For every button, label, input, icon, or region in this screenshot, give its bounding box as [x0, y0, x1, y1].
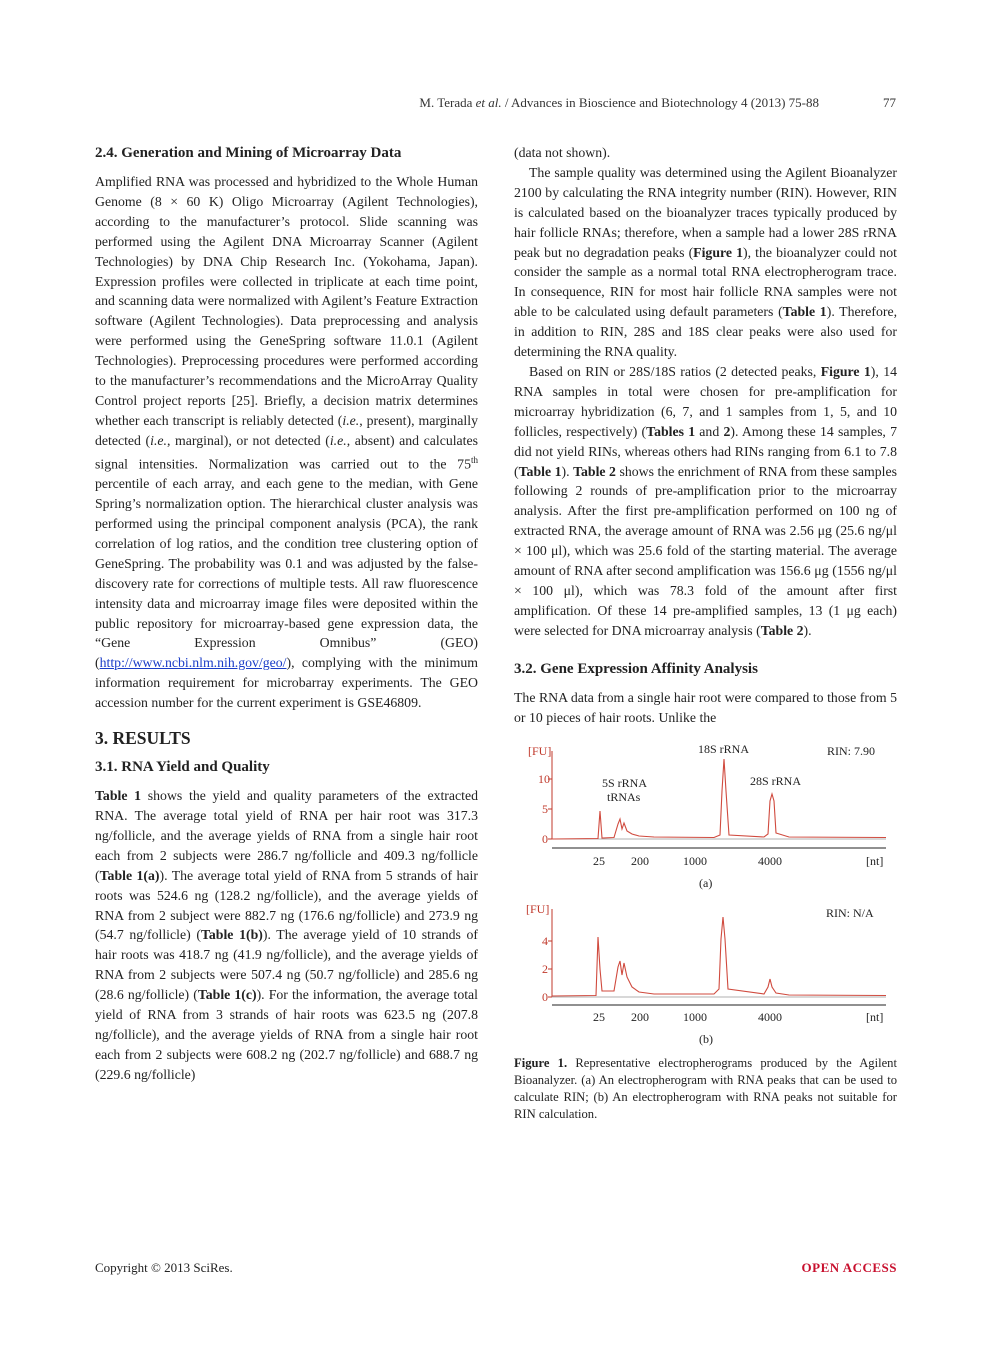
ytick-a-10: 10: [538, 772, 550, 787]
xtick-b-200: 200: [631, 1010, 649, 1025]
left-column: [95, 143, 478, 1085]
table-ref: Table 1(b): [200, 927, 263, 943]
header-authors: M. Terada: [419, 95, 476, 110]
panel-a-label: (a): [699, 876, 713, 891]
rin-a: RIN: 7.90: [827, 744, 875, 759]
label-28s: 28S rRNA: [750, 774, 802, 789]
caption-label: Figure 1.: [514, 1056, 568, 1071]
table-ref: Table 1: [95, 788, 142, 804]
section-heading-3-1: 3.1. RNA Yield and Quality: [95, 759, 270, 776]
page-number: 77: [883, 95, 896, 110]
text: The sample quality was determined using the Agilent Bioanalyzer 2100 by calculating the RNA integrity number (RIN). However, RIN is calculated based on the bioanalyzer traces typically produced by hair follicle RNAs; therefore, when a sample had a lower 28S rRNA peak but no degradation peaks (: [514, 164, 897, 260]
table-ref: Table 1: [518, 463, 562, 479]
text: ). Therefore, in addition to RIN, 28S and 18S clear peaks were also used for determining the RNA quality.: [514, 304, 898, 360]
table-ref: Table 1(a): [99, 867, 160, 883]
table-ref: Table 1(c): [197, 987, 257, 1003]
xunit-a: [nt]: [866, 854, 884, 869]
text: ), 14 RNA samples in total were chosen for pre-amplification for microarray hybridization (6, 7, and 1 samples from 1, 5, and 10 follicles, respectively) (: [514, 363, 897, 439]
xtick-a-1000: 1000: [683, 854, 707, 869]
figure-ref: Figure 1: [693, 244, 744, 260]
text: shows the yield and quality parameters of the extracted RNA. The average total yield of RNA per hair root was 317.3 ng/follicle, and the average yields of RNA from a single hair root each from 2 subjects were 286.7 ng/follicle and 409.3 ng/follicle (: [95, 788, 478, 883]
paragraph-affinity: The RNA data from a single hair root were compared to those from 5 or 10 pieces of hair roots. Unlike the: [514, 689, 897, 725]
text: percentile of each array, and each gene to the median, with Gene Spring’s normalization option. The hierarchical cluster analysis was performed using the principal component analysis (PCA), the rank correlation of log ratios, and the condition tree clustering option of GeneSpring. The probability was 0.1 and was adjusted by the false-discovery rate for corrections of multiple tests. All raw fluorescence intensity data and microarray image files were deposited within the public repository for microarray-based gene expression data, the “Gene Expression Omnibus” (GEO) (: [95, 476, 478, 671]
ie-italic: i.e.: [342, 412, 360, 428]
text: ), complying with the minimum information requirement for microbarray experiments. The GEO accession number for the current experiment is GSE46809.: [95, 655, 478, 711]
ie-italic: i.e.: [150, 432, 167, 448]
text: ), the bioanalyzer could not consider the sample as a normal total RNA electropherogram trace. In consequence, RIN for most hair follicle RNA samples were not able to be calculated using default parameters (: [514, 244, 897, 320]
text: ). For the information, the average total yield of RNA from 3 strands of hair roots was 623.5 ng (207.8 ng/follicle), and the average yields of RNA from a single hair root each from 2 subjects were 608.2 ng (202.7 ng/follicle) and 688.7 ng (229.6 ng/follicle): [95, 987, 479, 1082]
text: Based on RIN or 28S/18S ratios (2 detected peaks,: [529, 363, 821, 379]
text: ). Among these 14 samples, 7 did not yield RINs, whereas others had RINs ranging from 6.1 to 7.8 (: [514, 423, 897, 479]
text: , absent) and calculates signal intensities. Normalization was carried out to the 75: [95, 432, 479, 472]
ytick-a-0: 0: [542, 832, 548, 847]
running-header: [419, 95, 896, 111]
electropherogram-figure: [514, 739, 897, 1049]
xtick-b-4000: 4000: [758, 1010, 782, 1025]
xtick-b-1000: 1000: [683, 1010, 707, 1025]
trace-b: [552, 917, 886, 996]
fu-label-a: [FU]: [528, 744, 552, 759]
figure-1: [514, 739, 897, 1123]
text: ). The average yield of 10 strands of hair roots was 418.7 ng (41.9 ng/follicle), and the average yields of RNA from 2 subjects were 507.4 ng (50.7 ng/follicle) and 285.6 ng (28.6 ng/follicle) (: [95, 927, 479, 1003]
paragraph-microarray: [95, 172, 478, 713]
section-heading-3-2: 3.2. Gene Expression Affinity Analysis: [514, 660, 758, 677]
ytick-b-2: 2: [542, 962, 548, 977]
figure-caption: [514, 1055, 897, 1123]
xtick-a-25: 25: [593, 854, 605, 869]
fu-label-b: [FU]: [526, 902, 550, 917]
label-18s: 18S rRNA: [698, 742, 750, 757]
header-journal: / Advances in Bioscience and Biotechnology 4 (2013) 75-88: [501, 95, 819, 110]
text: , present), marginally detected (: [95, 412, 478, 448]
ytick-b-4: 4: [542, 934, 548, 949]
label-trnas: tRNAs: [607, 790, 641, 805]
text: , marginal), or not detected (: [167, 432, 330, 448]
label-5s: 5S rRNA: [602, 776, 648, 791]
page-footer: [95, 1260, 897, 1276]
right-column: [514, 143, 897, 1123]
open-access-badge: OPEN ACCESS: [801, 1260, 897, 1275]
superscript: th: [470, 454, 478, 465]
table-ref: Table 1: [782, 304, 827, 320]
table-ref: Tables 1: [646, 423, 696, 439]
paragraph-rna-yield: [95, 786, 478, 1085]
geo-link[interactable]: http://www.ncbi.nlm.nih.gov/geo/: [99, 655, 287, 671]
paragraph-sample-quality: [514, 163, 897, 362]
figure-ref: Figure 1: [820, 363, 871, 379]
paragraph-rin-ratios: [514, 362, 897, 641]
text: ).: [803, 622, 812, 638]
section-heading-2-4: 2.4. Generation and Mining of Microarray Data: [95, 145, 402, 161]
rin-b: RIN: N/A: [826, 906, 874, 921]
section-heading-results: 3. RESULTS: [95, 728, 191, 749]
ie-italic: i.e.: [329, 432, 347, 448]
xunit-b: [nt]: [866, 1010, 884, 1025]
panel-b-label: (b): [699, 1032, 713, 1047]
text: shows the enrichment of RNA from these samples following 2 rounds of pre-amplification prior to the microarray analysis. After the first pre-amplification performed on 100 ng of extracted RNA, the average amount of RNA was 2.56 μg (25.6 ng/μl × 100 μl), which was 25.6 fold of the starting material. The average amount of RNA after second amplification was 156.6 μg (1556 ng/μl × 100 μl), which was 78.3 fold of the amount after first amplification. Of these 14 pre-amplified samples, 13 (1 μg each) were selected for DNA microarray analysis (: [514, 463, 897, 638]
caption-text: Representative electropherograms produced by the Agilent Bioanalyzer. (a) An electropherogram with RNA peaks that can be used to calculate RIN; (b) An electropherogram with RNA peaks not suitable for RIN calculation.: [514, 1056, 897, 1122]
trace-a: [552, 759, 886, 839]
table-ref: Table 2: [760, 622, 804, 638]
xtick-a-4000: 4000: [758, 854, 782, 869]
table-ref: Table 2: [573, 463, 616, 479]
text: and: [695, 423, 724, 439]
copyright: Copyright © 2013 SciRes.: [95, 1260, 233, 1275]
text: ).: [561, 463, 574, 479]
panel-a: [528, 742, 886, 890]
continued-text: (data not shown).: [514, 145, 611, 160]
xtick-a-200: 200: [631, 854, 649, 869]
text: Amplified RNA was processed and hybridized to the Whole Human Genome (8 × 60 K) Oligo Microarray (Agilent Technologies), according to the manufacturer’s protocol. Slide scanning was performed using the Agilent DNA Microarray Scanner (Agilent Technologies) by DNA Chip Research Inc. (Yokohama, Japan). Expression profiles were collected in triplicate at each time point, and scanning data were normalized with Agilent’s Feature Extraction software (Agilent Technologies). Data preprocessing and analysis were performed using the GeneSpring software 11.0.1 (Agilent Technologies). Preprocessing procedures were performed according to the manufacturer’s recommendations and the MicroArray Quality Control project reports [25]. Briefly, a decision matrix determines whether each transcript is reliably detected (: [95, 174, 478, 428]
header-etal: et al.: [475, 95, 502, 110]
table-ref: 2: [723, 423, 731, 439]
text: ). The average total yield of RNA from 5 strands of hair roots was 524.6 ng (128.2 ng/follicle), and the average yields of RNA from 2 subject were 882.7 ng (176.6 ng/follicle) and 273.9 ng (54.7 ng/follicle) (: [95, 867, 478, 943]
xtick-b-25: 25: [593, 1010, 605, 1025]
panel-b: [526, 902, 886, 1046]
ytick-a-5: 5: [542, 802, 548, 817]
ytick-b-0: 0: [542, 990, 548, 1005]
